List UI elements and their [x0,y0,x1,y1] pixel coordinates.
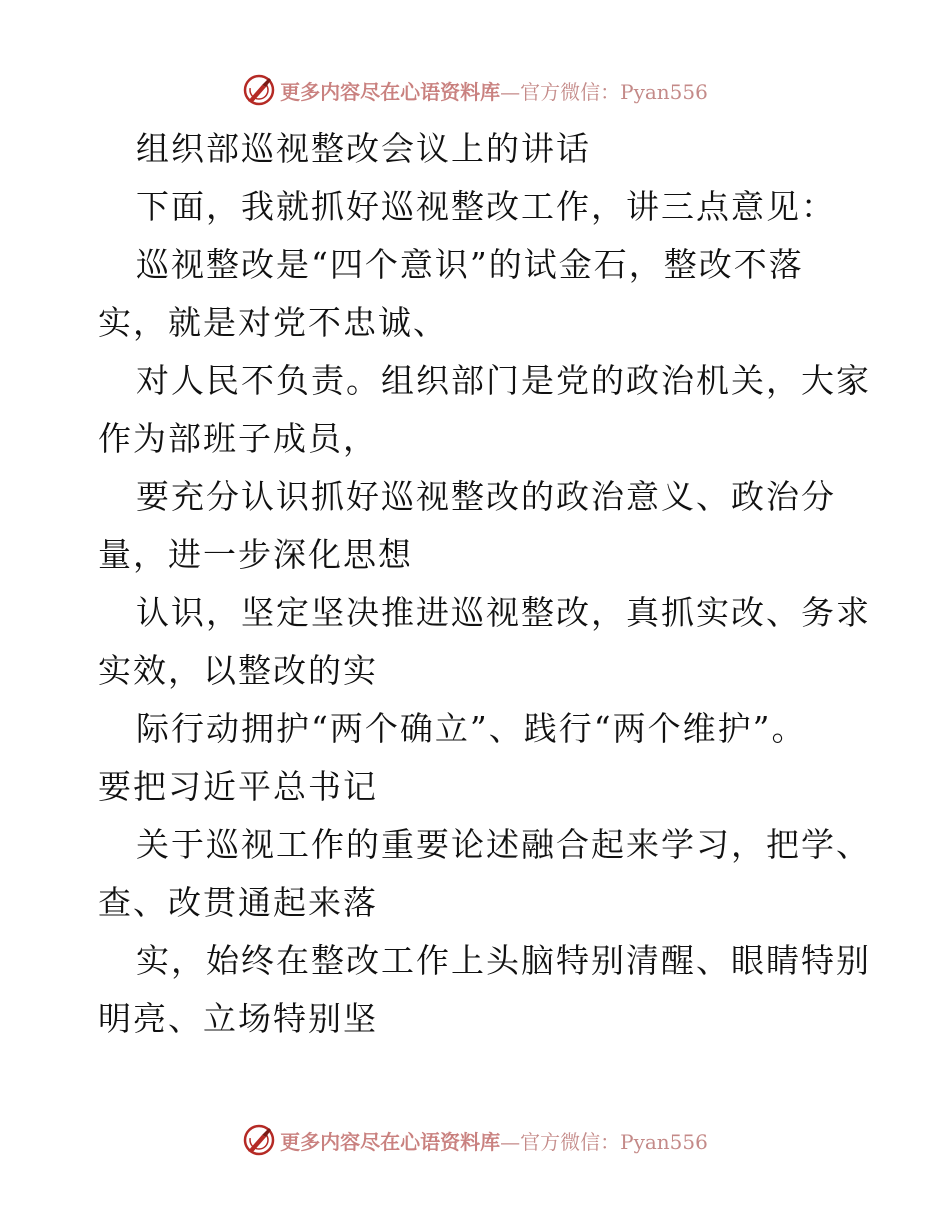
banner-dash: — [500,79,521,104]
document-body [98,120,871,1048]
banner-dash: — [500,1129,521,1154]
text-line: 作为部班子成员， [98,419,378,458]
text-line: 对人民不负责。组织部门是党的政治机关，大家 [136,361,871,400]
pen-logo-icon [242,1123,276,1157]
text-line: 关于巡视工作的重要论述融合起来学习，把学、 [136,825,871,864]
text-line: 际行动拥护“两个确立”、践行“两个维护”。 [136,709,807,748]
text-line: 组织部巡视整改会议上的讲话 [136,129,591,168]
text-line: 要把习近平总书记 [98,767,378,806]
banner-main-text: 更多内容尽在心语资料库 [280,1129,501,1154]
banner-main-text: 更多内容尽在心语资料库 [280,79,501,104]
text-line: 查、改贯通起来落 [98,883,378,922]
footer-banner [0,1120,950,1160]
text-line: 实，就是对党不忠诚、 [98,303,448,342]
text-line: 量，进一步深化思想 [98,535,413,574]
banner-wechat-id: Pyan556 [620,79,708,104]
header-banner [0,70,950,110]
banner-wechat-label: 官方微信： [520,79,621,104]
pen-logo-icon [242,73,276,107]
text-line: 巡视整改是“四个意识”的试金石，整改不落 [136,245,804,284]
text-line: 明亮、立场特别坚 [98,999,378,1038]
banner-text [280,1126,708,1155]
text-line: 认识，坚定坚决推进巡视整改，真抓实改、务求 [136,593,871,632]
text-line: 实效，以整改的实 [98,651,378,690]
text-line: 实，始终在整改工作上头脑特别清醒、眼睛特别 [136,941,871,980]
banner-text [280,76,708,105]
text-line: 要充分认识抓好巡视整改的政治意义、政治分 [136,477,836,516]
banner-wechat-id: Pyan556 [620,1129,708,1154]
text-line: 下面，我就抓好巡视整改工作，讲三点意见： [136,187,836,226]
banner-wechat-label: 官方微信： [520,1129,621,1154]
